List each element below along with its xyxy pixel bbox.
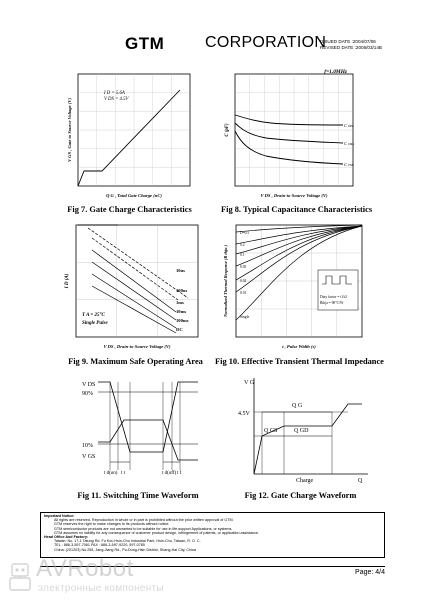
head-office-title: Head Office And Factory:: [44, 535, 89, 540]
fig9-label-100us: 100us: [176, 288, 188, 293]
fig10-duty-3: 0.05: [240, 265, 247, 269]
fig8-frequency-label: f=1.0MHz: [324, 69, 347, 75]
fig10-caption: Fig 10. Effective Transient Thermal Impedance: [215, 357, 384, 366]
fig7-annotation-id: I D = 5.6A: [104, 91, 125, 96]
robot-logo-icon: [6, 562, 34, 592]
fig11-10pct-label: 10%: [82, 443, 93, 449]
revised-date: :2005/03/14B: [354, 45, 382, 50]
fig7-annotation-vds: V DS = 4.5V: [104, 97, 129, 102]
fig10-y-axis-label: Normalized Thermal Response (R thja ): [223, 244, 228, 318]
fig12-level-label: 4.5V: [238, 411, 250, 417]
page-number: Page: 4/4: [355, 569, 385, 576]
fig10-duty-6: Single: [240, 315, 250, 319]
important-notice: [40, 512, 385, 558]
head-office-taiwan: Taiwan: No. 17-1 Tatung Rd. Fu Kou Hsin-Chu Industrial Park, Hsin-Chu, Taiwan, R. O. C.: [54, 539, 201, 544]
fig9-label-dc: DC: [176, 327, 183, 332]
fig11-vds-label: V DS: [82, 382, 96, 388]
fig8-x-axis-label: V DS , Drain-to-Source Voltage (V): [260, 193, 328, 198]
fig8-y-axis-label: C (pF): [225, 123, 230, 137]
fig12-gate-charge-waveform: [228, 370, 373, 485]
fig8-caption: Fig 8. Typical Capacitance Characteristics: [221, 205, 373, 214]
fig8-series-crss: C rss: [344, 162, 354, 167]
fig12-charge-label: Charge: [296, 478, 314, 484]
fig11-switching-waveform: [68, 370, 208, 485]
notice-line-2: GTM reserves the right to make changes to its products without notice.: [54, 522, 170, 527]
corporation-label: CORPORATION: [205, 34, 327, 51]
fig8-series-ciss: C iss: [344, 123, 354, 128]
notice-line-3: GTM semiconductor products are not warranted to be suitable for use in life-support Applications, or systems.: [54, 526, 233, 531]
fig9-note-temperature: T A = 25°C: [82, 313, 105, 318]
fig12-vg-label: V G: [244, 380, 255, 386]
fig10-thermal-impedance-chart: [218, 220, 370, 355]
fig12-qg-label: Q G: [292, 403, 303, 409]
notice-line-1: All rights are reserved. Reproduction in whole or in part is prohibited without the prior written approval of GTM.: [54, 518, 234, 523]
fig7-y-axis-label: V GS , Gate to Source Voltage (V): [67, 98, 72, 162]
fig11-tf-label: t f: [177, 471, 182, 476]
fig11-tdon-label: t d(on): [104, 471, 118, 476]
head-office-tel: TEL : 886-3-597-7061 FAX : 886-3-597-9220, 597-0785: [54, 543, 145, 548]
fig7-caption: Fig 7. Gate Charge Characteristics: [67, 205, 192, 214]
notice-line-4: GTM assumes no liability for any consequence of customer product design, infringement of patents, or application assistance.: [54, 530, 259, 535]
fig11-tr-label: t r: [121, 471, 126, 476]
fig10-duty-1: 0.2: [240, 243, 245, 247]
fig11-tdoff-label: t d(off): [162, 471, 177, 476]
revised-date-label: REVISED DATE: [320, 45, 354, 50]
fig9-label-100ms: 100ms: [176, 318, 189, 323]
fig8-series-coss: C oss: [344, 141, 355, 146]
fig10-note-duty: Duty factor = t1/t2: [320, 295, 347, 299]
fig9-label-10ms: 10ms: [176, 309, 187, 314]
fig9-y-axis-label: I D (A): [65, 273, 70, 289]
fig11-90pct-label: 90%: [82, 391, 93, 397]
fig10-x-axis-label: t , Pulse Width (s): [282, 344, 316, 349]
fig9-label-10us: 10us: [176, 268, 185, 273]
watermark: [2, 555, 232, 600]
fig9-label-1ms: 1ms: [176, 300, 184, 305]
fig10-duty-0: D=0.5: [240, 231, 250, 235]
fig9-x-axis-label: V DS , Drain-to-Source Voltage (V): [103, 344, 171, 349]
fig12-q-axis-label: Q: [358, 478, 363, 484]
fig7-gate-charge-chart: [62, 68, 197, 203]
fig10-note-rth: Rthja = 90°C/W: [320, 301, 344, 305]
page-header: [0, 32, 425, 56]
fig10-duty-5: 0.01: [240, 291, 247, 295]
fig9-caption: Fig 9. Maximum Safe Operating Area: [68, 357, 203, 366]
fig7-x-axis-label: Q G , Total Gate Charge (nC): [106, 193, 162, 198]
watermark-subtitle: электронные компоненты: [38, 583, 164, 594]
fig11-vgs-label: V GS: [82, 454, 96, 460]
fig12-caption: Fig 12. Gate Charge Waveform: [244, 491, 357, 500]
watermark-brand: AVRobot: [36, 555, 134, 582]
date-block: [320, 39, 382, 51]
fig9-safe-operating-area-chart: [58, 220, 208, 355]
notice-title: Important Notice:: [44, 514, 75, 518]
issued-date: :2004/07/06: [351, 39, 376, 44]
fig12-qgd-label: Q GD: [294, 428, 309, 434]
brand-name: GTM: [125, 34, 165, 53]
issued-date-label: ISSUED DATE: [320, 39, 351, 44]
fig10-duty-2: 0.1: [240, 253, 245, 257]
fig11-caption: Fig 11. Switching Time Waveform: [77, 491, 199, 500]
head-office-china: China: (201203) No.255, Jang-Jiang Rd., Pu-Dung-Hsin District, Shang-Hai City, China: [54, 547, 196, 552]
fig10-duty-4: 0.02: [240, 279, 247, 283]
fig9-note-pulse: Single Pulse: [82, 321, 108, 326]
fig8-capacitance-chart: [221, 65, 369, 203]
fig12-qgs-label: Q GS: [264, 428, 278, 434]
